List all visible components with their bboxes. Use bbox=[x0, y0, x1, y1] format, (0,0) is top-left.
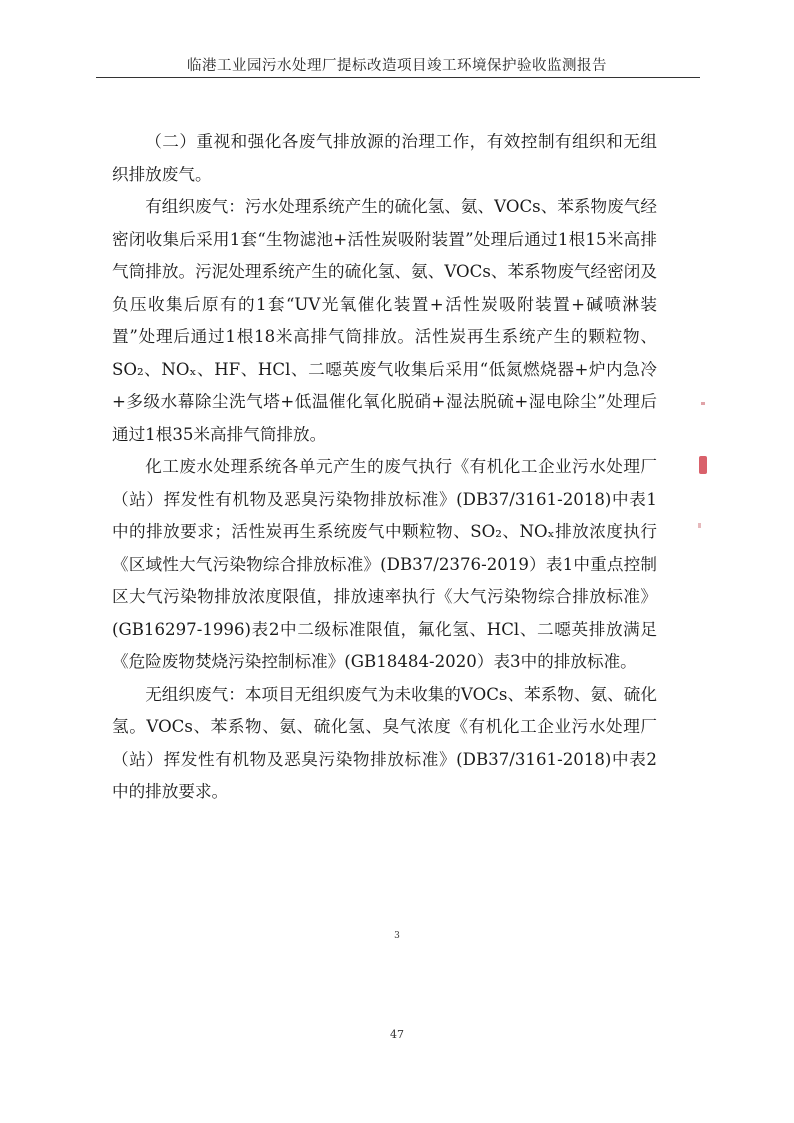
header-divider bbox=[96, 77, 700, 78]
inner-page-number: 3 bbox=[394, 931, 400, 941]
paragraph-gas-control-title: （二）重视和强化各废气排放源的治理工作，有效控制有组织和无组织排放废气。 bbox=[112, 132, 657, 184]
red-stamp-mark bbox=[698, 523, 701, 528]
body-text bbox=[112, 126, 657, 809]
red-stamp-mark bbox=[701, 402, 705, 405]
report-header-title: 临港工业园污水处理厂提标改造项目竣工环境保护验收监测报告 bbox=[187, 58, 607, 74]
paragraph-unorganized-emissions: 无组织废气：本项目无组织废气为未收集的VOCs、苯系物、氨、硫化氢。VOCs、苯系物、氨、硫化氢、臭气浓度《有机化工企业污水处理厂（站）挥发性有机物及恶臭污染物排放标准》(DB37/3161-2018)中表2中的排放要求。 bbox=[112, 684, 657, 801]
page-number: 47 bbox=[390, 1028, 404, 1041]
paragraph-organized-emissions: 有组织废气：污水处理系统产生的硫化氢、氨、VOCs、苯系物废气经密闭收集后采用1套“生物滤池+活性炭吸附装置”处理后通过1根15米高排气筒排放。污泥处理系统产生的硫化氢、氨、VOCs、苯系物废气经密闭及负压收集后原有的1套“UV光氧催化装置+活性炭吸附装置+碱喷淋装置”处理后通过1根18米高排气筒排放。活性炭再生系统产生的颗粒物、SO₂、NOₓ、HF、HCl、二噁英废气收集后采用“低氮燃烧器+炉内急冷+多级水幕除尘洗气塔+低温催化氧化脱硝+湿法脱硫+湿电除尘”处理后通过1根35米高排气筒排放。 bbox=[112, 197, 657, 444]
paragraph-emission-standards: 化工废水处理系统各单元产生的废气执行《有机化工企业污水处理厂（站）挥发性有机物及恶臭污染物排放标准》(DB37/3161-2018)中表1中的排放要求；活性炭再生系统废气中颗粒物、SO₂、NOₓ排放浓度执行《区域性大气污染物综合排放标准》(DB37/2376-2019）表1中重点控制区大气污染物排放浓度限值，排放速率执行《大气污染物综合排放标准》(GB16297-1996)表2中二级标准限值，氟化氢、HCl、二噁英排放满足《危险废物焚烧污染控制标准》(GB18484-2020）表3中的排放标准。 bbox=[112, 457, 657, 671]
red-stamp-mark bbox=[699, 456, 707, 474]
